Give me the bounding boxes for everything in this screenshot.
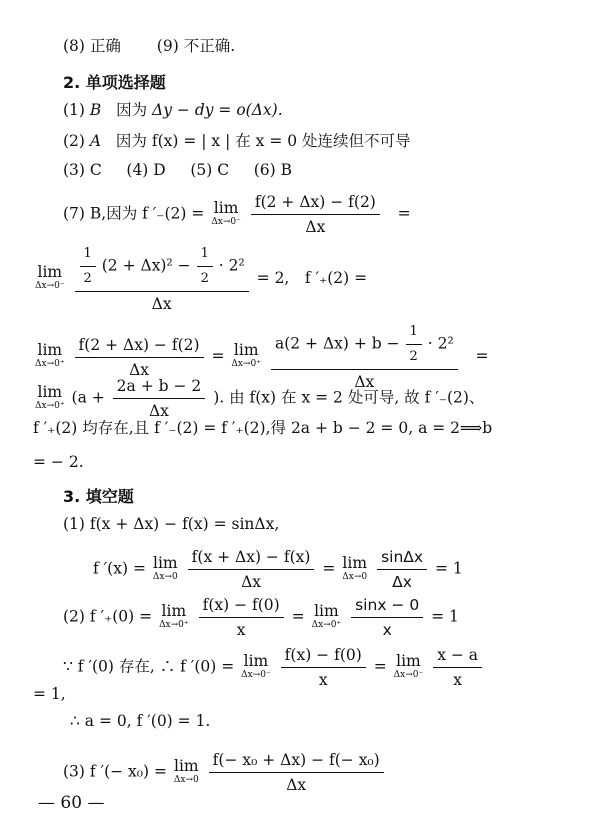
- choice-answer-7-line5: f ′₊(2) 均存在,且 f ′₋(2) = f ′₊(2),得 2a + b − 2 = 0, a = 2⟹b: [33, 419, 493, 437]
- choice-answer-2: (2) A 因为 f(x) = | x | 在 x = 0 处连续但不可导: [63, 132, 411, 150]
- choice-answer-7-line6: = − 2.: [33, 453, 84, 471]
- limit-expression: lim Δx→0⁺: [35, 341, 65, 369]
- section-heading-single-choice: 2. 单项选择题: [63, 73, 166, 92]
- page-number: — 60 —: [38, 793, 105, 813]
- fraction: a(2 + Δx) + b − $\frac{1}{2}$ · 2² Δx: [271, 322, 458, 392]
- limit-expression: lim Δx→0⁻: [211, 198, 241, 227]
- limit-expression: lim Δx→0⁺: [35, 382, 65, 411]
- fraction: $\frac{\text{f(− x₀ + Δx) − f(− x₀)}}{\Delta x}$: [209, 750, 384, 795]
- fraction: $\frac{f(2 + \Delta x) - f(2)}{\Delta x}$: [251, 192, 380, 237]
- limit-expression: lim Δx→0⁺: [311, 601, 342, 630]
- fraction: $\frac{\sin x - 0}{x}$: [351, 595, 423, 640]
- limit-expression: lim Δx→0: [342, 553, 368, 582]
- fraction: $\frac{f(x + \Delta x) - f(x)}{\Delta x}$: [188, 547, 315, 592]
- fraction: $\frac{x - a}{x}$: [433, 645, 482, 690]
- blank-answer-2-line1: (2) f ′₊(0) = lim Δx→0⁺ $\frac{f(x) - f(0)}{x}$ = lim Δx→0⁺ $\frac{\sin x - 0}{x}$ = 1: [63, 596, 459, 639]
- fraction: $\frac{f(x) - f(0)}{x}$: [199, 595, 284, 640]
- fraction: $\frac{f(x) - f(0)}{x}$: [281, 645, 366, 690]
- choice-answer-7-line3: lim Δx→0⁺ $\frac{f(2 + \Delta x) - f(2)}{\Delta x}$ = lim Δx→0⁺ a(2 + Δx) + b − $\frac{1}{2}$ · 2² Δx =: [35, 324, 489, 391]
- fraction: $\frac{1}{2}$ (2 + Δx)² − $\frac{1}{2}$ · 2² Δx: [75, 244, 249, 314]
- limit-expression: lim Δx→0⁺: [231, 341, 262, 369]
- blank-answer-2-line2: ∵ f ′(0) 存在, ∴ f ′(0) = lim Δx→0⁻ $\frac{f(x) - f(0)}{x}$ = lim Δx→0⁻ $\frac{x - a}{x}$: [63, 645, 485, 690]
- limit-expression: lim Δx→0: [152, 553, 178, 582]
- blank-answer-1-line2: f ′(x) = lim Δx→0 $\frac{f(x + \Delta x) - f(x)}{\Delta x}$ = lim Δx→0 $\frac{\sin\Delta x}{\Delta x}$ = 1: [93, 548, 463, 591]
- blank-answer-2-line4: ∴ a = 0, f ′(0) = 1.: [70, 712, 211, 730]
- choice-answer-7-line1: (7) B,因为 f ′₋(2) = lim Δx→0⁻ $\frac{f(2 + \Delta x) - f(2)}{\Delta x}$ =: [63, 193, 411, 236]
- choice-answer-7-line2: lim Δx→0⁻ $\frac{1}{2}$ (2 + Δx)² − $\frac{1}{2}$ · 2² Δx = 2, f ′₊(2) =: [35, 246, 368, 313]
- fraction: $\frac{2a + b - 2}{\Delta x}$: [113, 376, 206, 421]
- answer-row-8-9: (8) 正确 (9) 不正确.: [63, 37, 236, 55]
- limit-expression: lim Δx→0⁻: [241, 651, 271, 680]
- limit-expression: lim Δx→0: [173, 756, 199, 785]
- choice-answer-1: (1) B 因为 Δy − dy = o(Δx).: [63, 101, 283, 119]
- section-heading-fill-blank: 3. 填空题: [63, 487, 134, 506]
- choice-answers-3-6: (3) C (4) D (5) C (6) B: [63, 161, 293, 179]
- fraction: $\frac{f(2 + \Delta x) - f(2)}{\Delta x}$: [75, 335, 204, 380]
- choice-answer-7-line4: lim Δx→0⁺ (a + $\frac{2a + b - 2}{\Delta x}$ ). 由 f(x) 在 x = 2 处可导, 故 f ′₋(2)、: [35, 377, 485, 420]
- limit-expression: lim Δx→0⁻: [393, 651, 424, 680]
- blank-answer-1-line1: (1) f(x + Δx) − f(x) = sinΔx,: [63, 515, 280, 533]
- limit-expression: lim Δx→0⁻: [35, 263, 65, 291]
- limit-expression: lim Δx→0⁺: [159, 601, 189, 630]
- blank-answer-2-line3: = 1,: [33, 685, 66, 703]
- fraction: $\frac{\sin\Delta x}{\Delta x}$: [377, 547, 427, 592]
- blank-answer-3-line1: (3) f ′(− x₀) = lim Δx→0 $\frac{\text{f(− x₀ + Δx) − f(− x₀)}}{\Delta x}$: [63, 750, 387, 795]
